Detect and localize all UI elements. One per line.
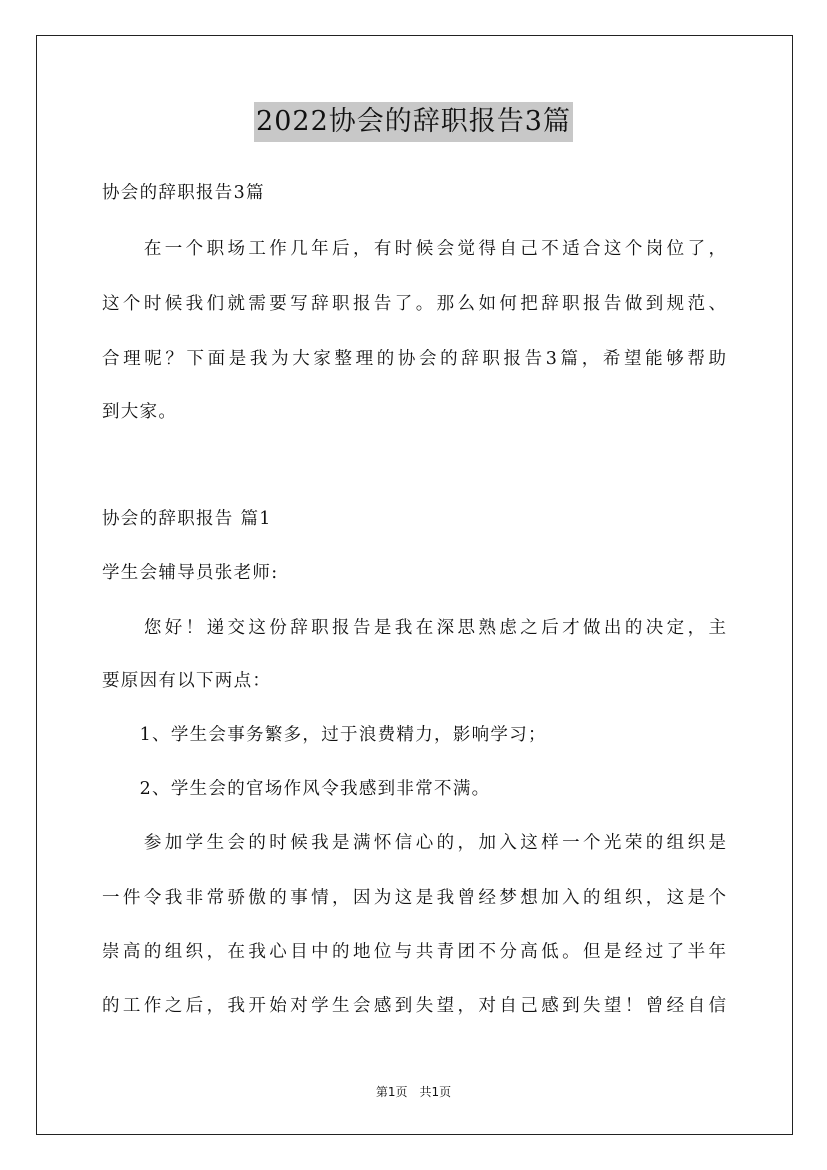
document-title: 2022协会的辞职报告3篇 [254,102,573,142]
body-line-2: 要原因有以下两点： [102,671,272,691]
section-heading: 协会的辞职报告 篇1 [102,509,272,529]
intro-line-4: 到大家。 [102,402,178,422]
title-container [0,102,827,142]
intro-line-3: 合理呢？下面是我为大家整理的协会的辞职报告3篇，希望能够帮助 [102,349,726,369]
intro-line-2: 这个时候我们就需要写辞职报告了。那么如何把辞职报告做到规范、 [102,294,726,314]
page-footer: 第1页 共1页 [375,1085,452,1099]
body-line-4: 一件令我非常骄傲的事情，因为这是我曾经梦想加入的组织，这是个 [102,888,726,908]
body-line-1: 您好！递交这份辞职报告是我在深思熟虑之后才做出的决定，主 [102,618,726,638]
reason-2-line: 2、学生会的官场作风令我感到非常不满。 [102,779,491,799]
body-line-3: 参加学生会的时候我是满怀信心的，加入这样一个光荣的组织是 [102,833,726,853]
reason-1-line: 1、学生会事务繁多，过于浪费精力，影响学习； [102,725,547,745]
salutation-line: 学生会辅导员张老师: [102,563,279,583]
subtitle-line: 协会的辞职报告3篇 [102,183,265,203]
intro-line-1: 在一个职场工作几年后，有时候会觉得自己不适合这个岗位了， [102,239,726,259]
body-line-6: 的工作之后，我开始对学生会感到失望，对自己感到失望！曾经自信 [102,996,726,1016]
body-line-5: 崇高的组织，在我心目中的地位与共青团不分高低。但是经过了半年 [102,942,726,962]
